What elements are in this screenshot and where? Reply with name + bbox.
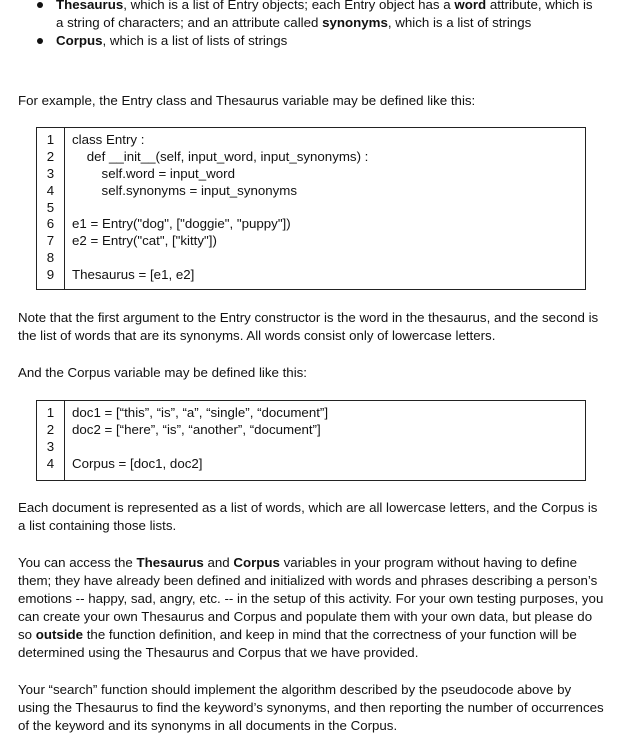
code-line	[37, 267, 585, 284]
paragraph-document-description: Each document is represented as a list of words, which are all lowercase letters, and the Corpus is a list containing those lists.	[18, 500, 598, 533]
line-number: 3	[46, 438, 55, 454]
code-line	[37, 456, 585, 473]
code-text: self.synonyms = input_synonyms	[72, 182, 298, 198]
code-text: def __init__(self, input_word, input_synonyms) :	[72, 148, 369, 164]
line-number: 4	[46, 455, 55, 471]
code-line	[37, 183, 585, 200]
line-number: 5	[46, 199, 55, 215]
paragraph-corpus-intro: And the Corpus variable may be defined like this:	[18, 365, 307, 380]
paragraph-access-variables	[18, 554, 606, 662]
code-block-corpus	[36, 400, 586, 481]
code-block-entry	[36, 127, 586, 290]
code-line	[37, 166, 585, 183]
paragraph-example-intro: For example, the Entry class and Thesaurus variable may be defined like this:	[18, 93, 476, 108]
bold-run: Thesaurus	[136, 555, 204, 570]
bullet-dot-icon	[37, 38, 43, 44]
bullet-text: attribute, which is a string of characters; and an attribute called	[56, 0, 593, 30]
line-number: 6	[46, 216, 55, 232]
text-run: You can access the	[18, 555, 137, 570]
paragraph-constructor-note: Note that the first argument to the Entry constructor is the word in the thesaurus, and the second is the list of words that are its synonyms. All words consist only of lowercase letters.	[18, 310, 599, 343]
bullet-term: Thesaurus	[56, 0, 124, 12]
line-number: 9	[46, 267, 55, 283]
code-text: self.word = input_word	[72, 165, 235, 181]
bullet-text: , which is a list of strings	[387, 15, 532, 30]
bullet-text: , which is a list of lists of strings	[102, 33, 288, 48]
bullet-bold: word	[454, 0, 487, 12]
bullet-bold: synonyms	[322, 15, 388, 30]
text-run: and	[203, 555, 234, 570]
bullet-term: Corpus	[56, 33, 103, 48]
text-run: the function definition, and keep in mind that the correctness of your function will be determined using the Thesaurus and Corpus that we have provided.	[18, 627, 577, 660]
line-number: 2	[46, 421, 55, 437]
code-text: doc2 = [“here”, “is”, “another”, “document”]	[72, 421, 321, 437]
line-number: 1	[46, 132, 55, 147]
code-text: Corpus = [doc1, doc2]	[72, 455, 203, 471]
bold-run: Corpus	[233, 555, 280, 570]
code-line	[37, 200, 585, 217]
line-number: 8	[46, 250, 55, 266]
text-run: variables in your program without having to define them; they have already been defined and initialized with words and phrases describing a person’s emotions -- happy, sad, angry, etc. -- in the setup of this activity. For your own testing purposes, you can create your own Thesaurus and Corpus and populate them with your own data, but please do so	[18, 555, 604, 642]
code-line	[37, 132, 585, 149]
code-line	[37, 439, 585, 456]
bullet-text: , which is a list of Entry objects; each Entry object has a	[123, 0, 455, 12]
paragraph-search-function: Your “search” function should implement the algorithm described by the pseudocode above by using the Thesaurus to find the keyword’s synonyms, and then reporting the number of occurrences of the keyword and its synonyms in all documents in the Corpus.	[18, 682, 604, 733]
code-text: doc1 = [“this”, “is”, “a”, “single”, “document”]	[72, 405, 329, 420]
bold-run: outside	[35, 627, 84, 642]
code-line	[37, 405, 585, 422]
code-line	[37, 250, 585, 267]
code-line	[37, 216, 585, 233]
line-number: 7	[46, 233, 55, 249]
code-line	[37, 149, 585, 166]
bullet-thesaurus	[34, 0, 594, 32]
bullet-list	[34, 0, 594, 50]
code-text: e2 = Entry("cat", ["kitty"])	[72, 233, 217, 249]
code-text: Thesaurus = [e1, e2]	[72, 267, 195, 283]
line-number: 2	[46, 148, 55, 164]
line-number: 4	[46, 182, 55, 198]
bullet-corpus	[34, 32, 594, 50]
code-text: class Entry :	[72, 132, 145, 147]
code-text: e1 = Entry("dog", ["doggie", "puppy"])	[72, 216, 291, 232]
bullet-dot-icon	[37, 2, 43, 8]
line-number: 3	[46, 165, 55, 181]
code-line	[37, 233, 585, 250]
line-number: 1	[46, 405, 55, 420]
code-line	[37, 422, 585, 439]
